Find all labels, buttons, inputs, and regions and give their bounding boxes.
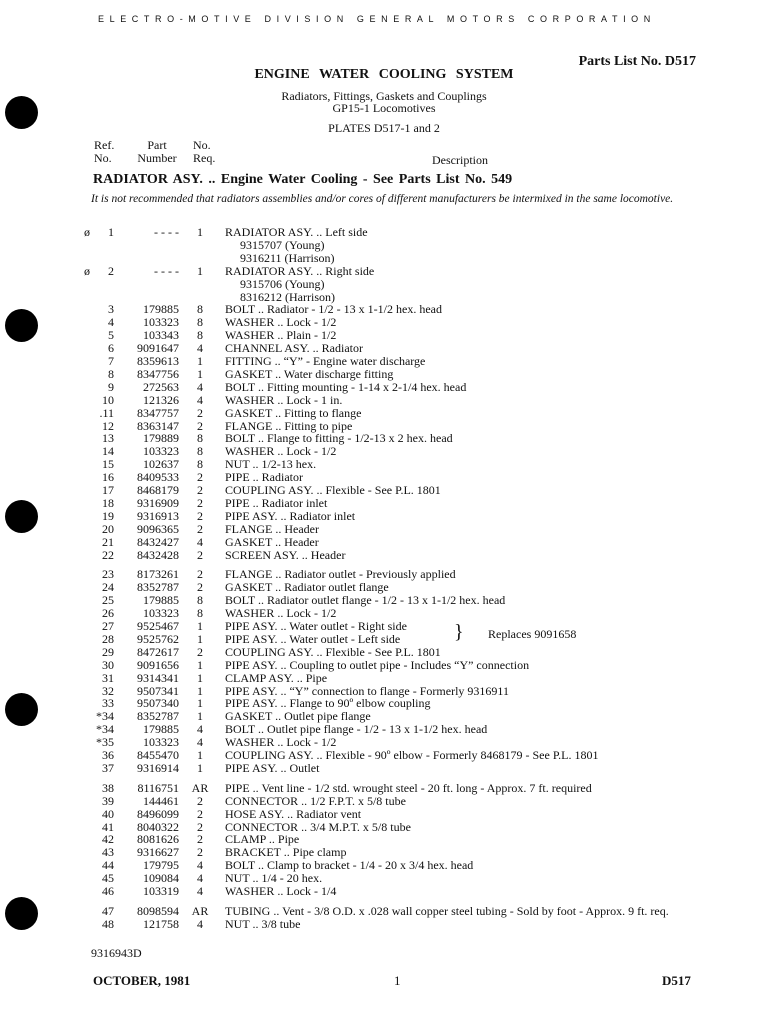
description: BOLT .. Outlet pipe flange - 1/2 - 13 x 1-1/2 hex. head: [225, 722, 488, 737]
parts-list-number: Parts List No. D517: [578, 54, 696, 69]
ref-number: .11: [99, 405, 114, 420]
ref-number: 5: [108, 328, 114, 343]
quantity-required: 1: [197, 225, 203, 239]
ref-number: 14: [102, 444, 114, 459]
part-number: 272563: [143, 379, 179, 394]
part-number: - - - -: [154, 225, 179, 239]
part-number: 103323: [143, 735, 179, 750]
quantity-required: 8: [197, 457, 203, 472]
quantity-required: 2: [197, 508, 203, 523]
part-number: 9316909: [137, 495, 179, 510]
quantity-required: 1: [197, 760, 203, 775]
description: TUBING .. Vent - 3/8 O.D. x .028 wall copper steel tubing - Sold by foot - Approx. 9 ft. req.: [225, 903, 669, 918]
quantity-required: 1: [197, 683, 203, 698]
quantity-required: 4: [197, 341, 203, 356]
description: GASKET .. Fitting to flange: [225, 405, 362, 420]
assembly-heading: RADIATOR ASY. .. Engine Water Cooling - See Parts List No. 549: [93, 172, 513, 187]
part-number: 8173261: [137, 567, 179, 582]
part-number: 179885: [143, 722, 179, 737]
ref-number: 32: [102, 683, 114, 698]
quantity-required: 2: [197, 418, 203, 433]
ref-number: 44: [102, 858, 114, 873]
punch-hole: [5, 897, 38, 930]
ref-number: 10: [102, 392, 114, 407]
part-number: 9091656: [137, 657, 179, 672]
description: PIPE .. Vent line - 1/2 std. wrought steel - 20 ft. long - Approx. 7 ft. required: [225, 780, 592, 795]
description: NUT .. 1/4 - 20 hex.: [225, 871, 323, 886]
description: NUT .. 1/2-13 hex.: [225, 457, 317, 472]
part-number: 179885: [143, 593, 179, 608]
part-number: 103323: [143, 315, 179, 330]
quantity-required: 1: [197, 354, 203, 368]
part-number: 9507341: [137, 683, 179, 698]
part-number: 8432428: [137, 547, 179, 562]
quantity-required: 8: [197, 606, 203, 621]
description: CONNECTOR .. 1/2 F.P.T. x 5/8 tube: [225, 793, 406, 808]
ref-number: 2: [108, 263, 114, 278]
part-number: 8496099: [137, 806, 179, 821]
part-number: 9525762: [137, 631, 179, 646]
ref-number: 36: [102, 748, 114, 762]
part-number: 8409533: [137, 470, 179, 485]
description: BRACKET .. Pipe clamp: [225, 845, 347, 860]
ref-number: 45: [102, 871, 114, 886]
description: PIPE ASY. .. Flange to 90º elbow coupling: [225, 696, 431, 711]
ref-number: 20: [102, 521, 114, 536]
quantity-required: 2: [197, 567, 203, 582]
description: 9315706 (Young): [240, 276, 325, 291]
part-number: 8468179: [137, 483, 179, 497]
row-marker: ø: [84, 263, 90, 278]
quantity-required: 2: [197, 793, 203, 808]
part-number: 9316914: [137, 760, 179, 775]
ref-number: 23: [102, 567, 114, 582]
description: WASHER .. Lock - 1/4: [225, 884, 337, 898]
part-number: - - - -: [154, 263, 179, 278]
running-header: ELECTRO-MOTIVE DIVISION GENERAL MOTORS CORPORATION: [98, 14, 656, 24]
ref-number: 30: [102, 657, 114, 672]
ref-number: 9: [108, 379, 114, 394]
part-number: 8347757: [137, 405, 179, 420]
punch-hole: [5, 309, 38, 342]
plates-reference: PLATES D517-1 and 2: [328, 121, 440, 135]
ref-number: 38: [102, 780, 114, 795]
description: FLANGE .. Fitting to pipe: [225, 418, 353, 433]
part-number: 9316913: [137, 508, 179, 523]
part-number: 9507340: [137, 696, 179, 711]
quantity-required: 1: [197, 263, 203, 278]
description: PIPE ASY. .. Radiator inlet: [225, 508, 356, 523]
brace: }: [454, 621, 464, 643]
ref-number: *34: [96, 709, 114, 724]
description: RADIATOR ASY. .. Right side: [225, 263, 375, 278]
ref-number: 3: [108, 302, 114, 317]
description: PIPE .. Radiator: [225, 470, 303, 485]
description: CONNECTOR .. 3/4 M.P.T. x 5/8 tube: [225, 819, 411, 834]
description: WASHER .. Lock - 1/2: [225, 606, 337, 621]
part-number: 103319: [143, 884, 179, 898]
description: GASKET .. Water discharge fitting: [225, 366, 394, 381]
description: GASKET .. Header: [225, 534, 319, 549]
part-number: 8081626: [137, 832, 179, 847]
ref-number: 18: [102, 495, 114, 510]
ref-number: 7: [108, 354, 114, 368]
ref-number: 26: [102, 606, 114, 621]
subtitle-locomotive: GP15-1 Locomotives: [332, 101, 436, 115]
quantity-required: 4: [197, 916, 203, 931]
part-number: 103343: [143, 328, 179, 343]
part-number: 9096365: [137, 521, 179, 536]
quantity-required: 4: [197, 392, 203, 407]
part-number: 8455470: [137, 748, 179, 762]
description: PIPE ASY. .. Outlet: [225, 760, 320, 775]
ref-number: 6: [108, 341, 114, 356]
ref-number: 41: [102, 819, 114, 834]
part-number: 103323: [143, 606, 179, 621]
part-number: 8359613: [137, 354, 179, 368]
part-number: 9091647: [137, 341, 179, 356]
quantity-required: AR: [191, 903, 209, 918]
description: BOLT .. Fitting mounting - 1-14 x 2-1/4 hex. head: [225, 379, 467, 394]
column-header-description: Description: [432, 153, 488, 167]
part-number: 8472617: [137, 644, 179, 659]
description: NUT .. 3/8 tube: [225, 916, 301, 931]
quantity-required: 2: [197, 495, 203, 510]
ref-number: *34: [96, 722, 114, 737]
row-marker: ø: [84, 225, 90, 239]
ref-number: 24: [102, 580, 114, 595]
description: WASHER .. Lock - 1/2: [225, 444, 337, 459]
description: COUPLING ASY. .. Flexible - 90º elbow - Formerly 8468179 - See P.L. 1801: [225, 748, 599, 762]
quantity-required: 1: [197, 748, 203, 762]
quantity-required: 2: [197, 521, 203, 536]
description: CLAMP .. Pipe: [225, 832, 300, 847]
part-number: 8363147: [137, 418, 179, 433]
description: HOSE ASY. .. Radiator vent: [225, 806, 362, 821]
ref-number: 8: [108, 366, 114, 381]
description: CLAMP ASY. .. Pipe: [225, 670, 328, 685]
part-number: 8347756: [137, 366, 179, 381]
description: SCREEN ASY. .. Header: [225, 547, 346, 562]
description: PIPE ASY. .. Coupling to outlet pipe - Includes “Y” connection: [225, 657, 530, 672]
quantity-required: 8: [197, 315, 203, 330]
quantity-required: 4: [197, 379, 203, 394]
description: COUPLING ASY. .. Flexible - See P.L. 1801: [225, 483, 441, 497]
ref-number: 4: [108, 315, 114, 330]
ref-number: 16: [102, 470, 114, 485]
ref-number: 25: [102, 593, 114, 608]
footer-date: OCTOBER, 1981: [93, 973, 191, 988]
quantity-required: 2: [197, 483, 203, 497]
ref-number: 48: [102, 916, 114, 931]
part-number: 8116751: [137, 780, 179, 795]
description: PIPE ASY. .. Water outlet - Right side: [225, 619, 407, 633]
part-number: 8098594: [137, 903, 179, 918]
description: WASHER .. Lock - 1/2: [225, 315, 337, 330]
quantity-required: 4: [197, 884, 203, 898]
description: 9315707 (Young): [240, 237, 325, 252]
ref-number: 37: [102, 760, 114, 775]
part-number: 109084: [143, 871, 179, 886]
quantity-required: 2: [197, 470, 203, 485]
quantity-required: 4: [197, 858, 203, 873]
ref-number: 33: [102, 696, 114, 711]
column-header-ref: Ref. No.: [94, 138, 115, 165]
quantity-required: 4: [197, 871, 203, 886]
quantity-required: 2: [197, 405, 203, 420]
part-number: 9525467: [137, 619, 179, 633]
ref-number: 1: [108, 225, 114, 239]
document-id: 9316943D: [91, 946, 142, 960]
part-number: 179885: [143, 302, 179, 317]
ref-number: 29: [102, 644, 114, 659]
part-number: 144461: [143, 793, 179, 808]
description: BOLT .. Flange to fitting - 1/2-13 x 2 hex. head: [225, 431, 453, 446]
page-title: ENGINE WATER COOLING SYSTEM: [254, 67, 514, 82]
quantity-required: 8: [197, 444, 203, 459]
description: 9316211 (Harrison): [240, 250, 335, 265]
quantity-required: 4: [197, 735, 203, 750]
subtitle: Radiators, Fittings, Gaskets and Couplings: [281, 89, 487, 103]
column-header-req: No. Req.: [193, 138, 216, 165]
description: PIPE ASY. .. Water outlet - Left side: [225, 631, 401, 646]
column-header-part: Part Number: [137, 138, 177, 165]
punch-hole: [5, 693, 38, 726]
description: FITTING .. “Y” - Engine water discharge: [225, 354, 426, 368]
description: CHANNEL ASY. .. Radiator: [225, 341, 363, 356]
ref-number: 46: [102, 884, 114, 898]
quantity-required: 8: [197, 431, 203, 446]
part-number: 121758: [143, 916, 179, 931]
quantity-required: 8: [197, 302, 203, 317]
description: WASHER .. Plain - 1/2: [225, 328, 337, 343]
ref-number: 39: [102, 793, 114, 808]
description: FLANGE .. Radiator outlet - Previously applied: [225, 567, 456, 582]
ref-number: 27: [102, 619, 114, 633]
ref-number: *35: [96, 735, 114, 750]
footer-parts-list-id: D517: [662, 973, 691, 988]
description: FLANGE .. Header: [225, 521, 319, 536]
description: PIPE ASY. .. “Y” connection to flange - Formerly 9316911: [225, 683, 509, 698]
ref-number: 47: [102, 903, 114, 918]
quantity-required: 1: [197, 631, 203, 646]
quantity-required: 2: [197, 644, 203, 659]
ref-number: 15: [102, 457, 114, 472]
part-number: 8352787: [137, 580, 179, 595]
ref-number: 17: [102, 483, 114, 497]
ref-number: 22: [102, 547, 114, 562]
quantity-required: 2: [197, 547, 203, 562]
part-number: 179795: [143, 858, 179, 873]
part-number: 9316627: [137, 845, 179, 860]
quantity-required: 2: [197, 806, 203, 821]
description: BOLT .. Radiator outlet flange - 1/2 - 13 x 1-1/2 hex. head: [225, 593, 506, 608]
quantity-required: 4: [197, 534, 203, 549]
quantity-required: 2: [197, 845, 203, 860]
part-number: 179889: [143, 431, 179, 446]
part-number: 8432427: [137, 534, 179, 549]
quantity-required: 2: [197, 580, 203, 595]
quantity-required: 8: [197, 593, 203, 608]
part-number: 103323: [143, 444, 179, 459]
replaces-note: Replaces 9091658: [488, 627, 577, 641]
part-number: 8352787: [137, 709, 179, 724]
quantity-required: 1: [197, 366, 203, 381]
description: BOLT .. Radiator - 1/2 - 13 x 1-1/2 hex. head: [225, 302, 442, 317]
part-number: 102637: [143, 457, 179, 472]
part-number: 9314341: [137, 670, 179, 685]
description: RADIATOR ASY. .. Left side: [225, 225, 368, 239]
description: 8316212 (Harrison): [240, 289, 335, 304]
punch-hole: [5, 500, 38, 533]
ref-number: 19: [102, 508, 114, 523]
part-number: 8040322: [137, 819, 179, 834]
description: COUPLING ASY. .. Flexible - See P.L. 1801: [225, 644, 441, 659]
quantity-required: 1: [197, 670, 203, 685]
ref-number: 42: [102, 832, 114, 847]
ref-number: 21: [102, 534, 114, 549]
quantity-required: 2: [197, 819, 203, 834]
quantity-required: 1: [197, 619, 203, 633]
quantity-required: AR: [191, 780, 209, 795]
part-number: 121326: [143, 392, 179, 407]
ref-number: 31: [102, 670, 114, 685]
quantity-required: 1: [197, 696, 203, 711]
quantity-required: 1: [197, 709, 203, 724]
description: BOLT .. Clamp to bracket - 1/4 - 20 x 3/4 hex. head: [225, 858, 474, 873]
description: WASHER .. Lock - 1/2: [225, 735, 337, 750]
description: WASHER .. Lock - 1 in.: [225, 392, 343, 407]
description: GASKET .. Outlet pipe flange: [225, 709, 371, 724]
ref-number: 28: [102, 631, 114, 646]
ref-number: 12: [102, 418, 114, 433]
quantity-required: 1: [197, 657, 203, 672]
ref-number: 13: [102, 431, 114, 446]
quantity-required: 8: [197, 328, 203, 343]
description: PIPE .. Radiator inlet: [225, 495, 328, 510]
footer-page-number: 1: [394, 973, 401, 988]
quantity-required: 2: [197, 832, 203, 847]
note: It is not recommended that radiators assemblies and/or cores of different manufacturers be intermixed in the same locomotive.: [91, 193, 674, 205]
description: GASKET .. Radiator outlet flange: [225, 580, 389, 595]
quantity-required: 4: [197, 722, 203, 737]
ref-number: 43: [102, 845, 114, 860]
ref-number: 40: [102, 806, 114, 821]
